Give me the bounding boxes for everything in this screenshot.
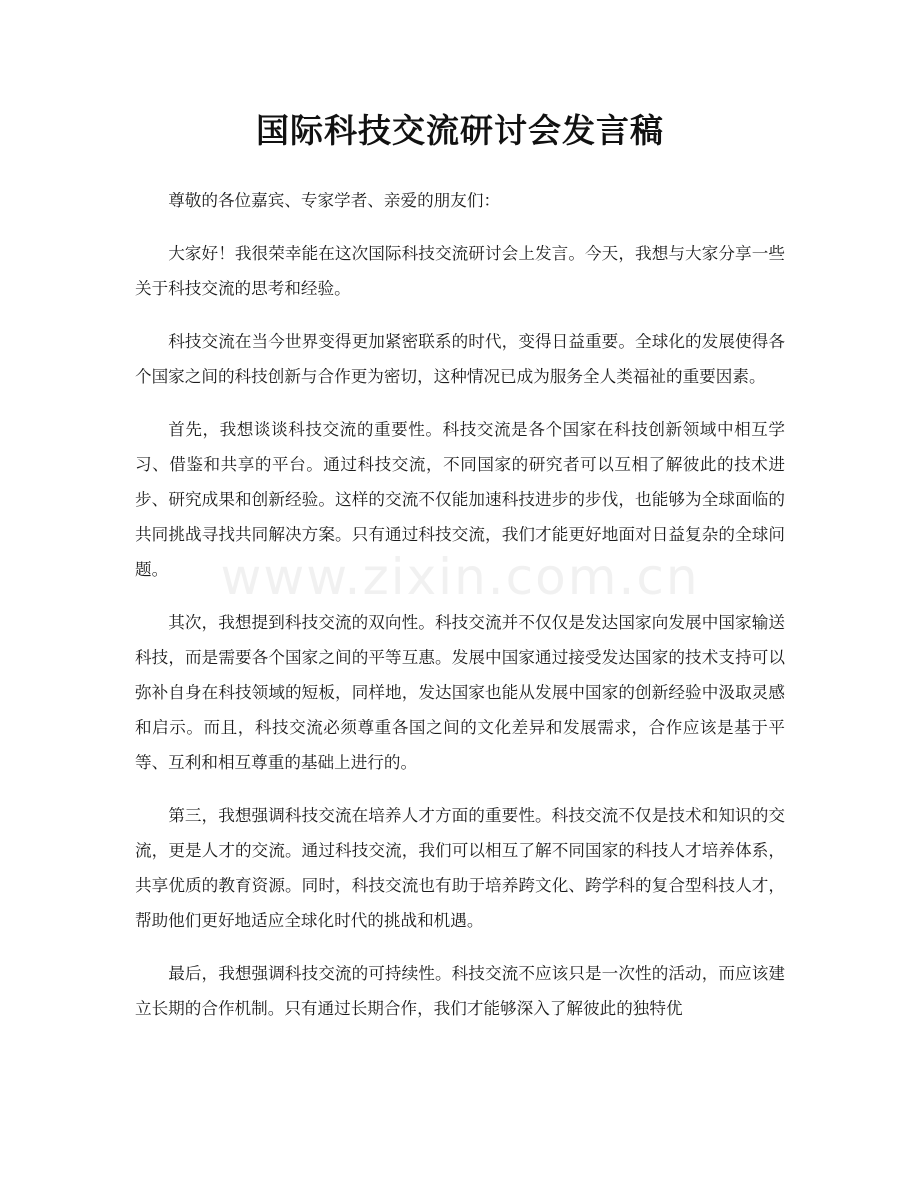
page-title: 国际科技交流研讨会发言稿 — [256, 111, 664, 150]
paragraph-introduction: 科技交流在当今世界变得更加紧密联系的时代，变得日益重要。全球化的发展使得各个国家之间的科技创新与合作更为密切，这种情况已成为服务全人类福祉的重要因素。 — [135, 332, 785, 386]
watermark: www.zixin.com.cn — [220, 548, 700, 606]
document-body — [135, 183, 785, 1044]
paragraph-greeting: 大家好！我很荣幸能在这次国际科技交流研讨会上发言。今天，我想与大家分享一些关于科技交流的思考和经验。 — [135, 244, 785, 298]
paragraph-salutation: 尊敬的各位嘉宾、专家学者、亲爱的朋友们： — [168, 191, 501, 210]
paragraph-importance: 首先，我想谈谈科技交流的重要性。科技交流是各个国家在科技创新领域中相互学习、借鉴和共享的平台。通过科技交流，不同国家的研究者可以互相了解彼此的技术进步、研究成果和创新经验。这样的交流不仅能加速科技进步的步伐，也能够为全球面临的共同挑战寻找共同解决方案。只有通过科技交流，我们才能更好地面对日益复杂的全球问题。 — [135, 420, 785, 579]
paragraph-sustainability: 最后，我想强调科技交流的可持续性。科技交流不应该只是一次性的活动，而应该建立长期的合作机制。只有通过长期合作，我们才能够深入了解彼此的独特优 — [135, 964, 785, 1018]
paragraph-bidirectional: 其次，我想提到科技交流的双向性。科技交流并不仅仅是发达国家向发展中国家输送科技，而是需要各个国家之间的平等互惠。发展中国家通过接受发达国家的技术支持可以弥补自身在科技领域的短板，同样地，发达国家也能从发展中国家的创新经验中汲取灵感和启示。而且，科技交流必须尊重各国之间的文化差异和发展需求，合作应该是基于平等、互利和相互尊重的基础上进行的。 — [135, 613, 785, 772]
paragraph-talent: 第三，我想强调科技交流在培养人才方面的重要性。科技交流不仅是技术和知识的交流，更是人才的交流。通过科技交流，我们可以相互了解不同国家的科技人才培养体系，共享优质的教育资源。同时，科技交流也有助于培养跨文化、跨学科的复合型科技人才，帮助他们更好地适应全球化时代的挑战和机遇。 — [135, 806, 785, 930]
